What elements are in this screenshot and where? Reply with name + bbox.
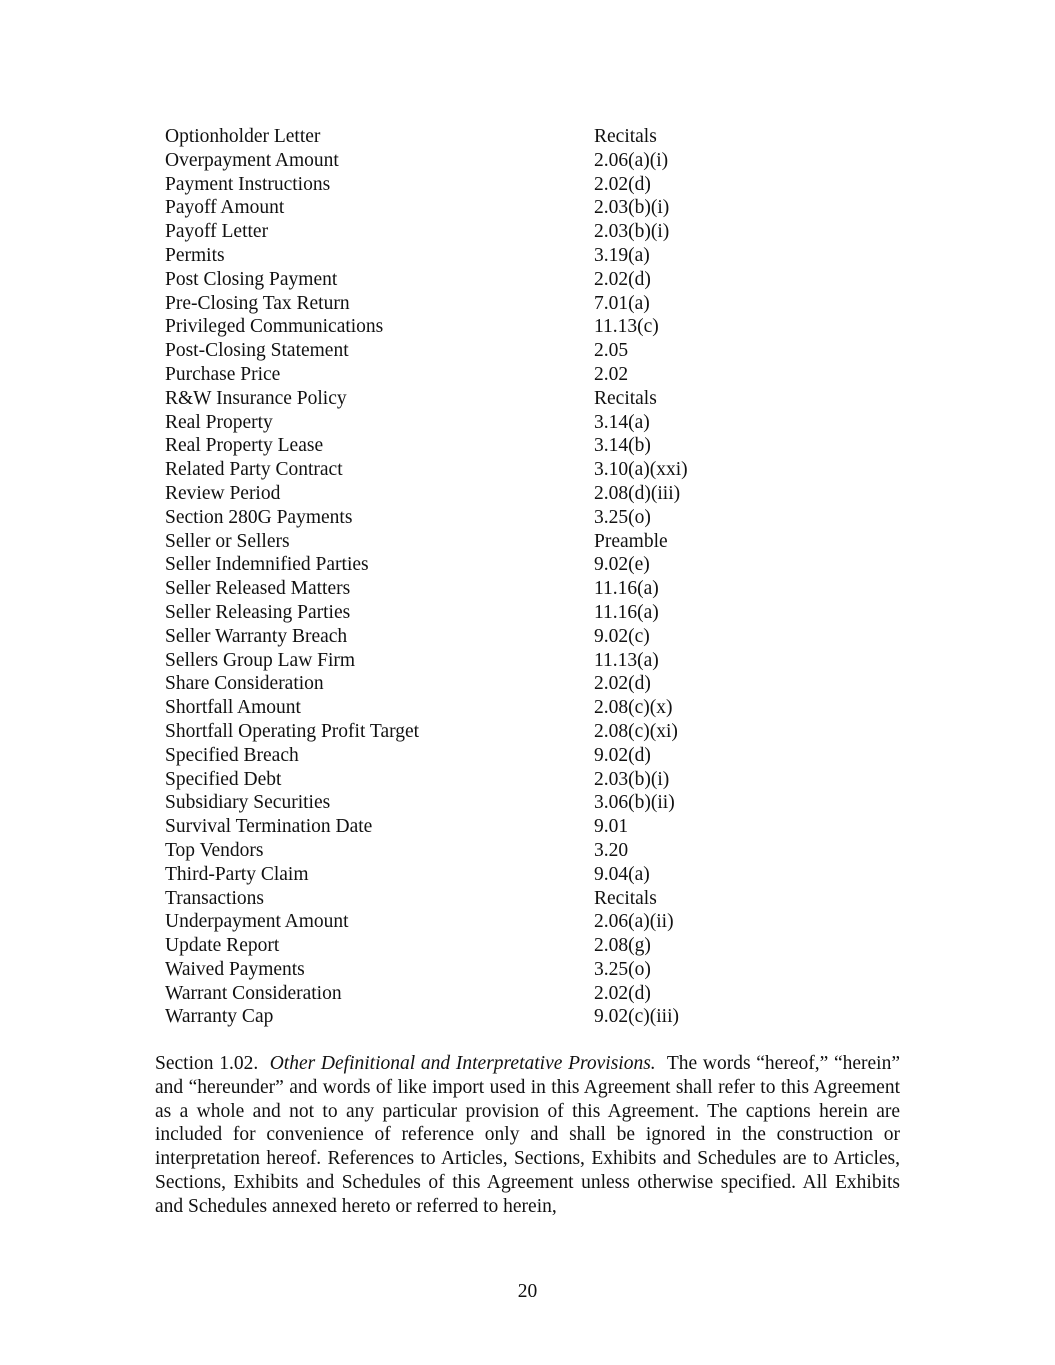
index-row	[165, 625, 865, 649]
index-row	[165, 363, 865, 387]
defined-term: Seller Releasing Parties	[165, 601, 351, 623]
defined-term: Section 280G Payments	[165, 506, 353, 528]
section-reference: 9.02(e)	[594, 554, 650, 576]
defined-term: Specified Debt	[165, 768, 282, 790]
index-row	[165, 696, 865, 720]
index-row	[165, 339, 865, 363]
defined-term: Subsidiary Securities	[165, 792, 331, 814]
index-row	[165, 649, 865, 673]
defined-term: Seller Released Matters	[165, 578, 351, 600]
section-reference: 2.08(g)	[594, 935, 651, 957]
section-heading: Other Definitional and Interpretative Provisions.	[269, 1053, 656, 1074]
defined-term: Seller Indemnified Parties	[165, 554, 369, 576]
index-row	[165, 292, 865, 316]
defined-term: Specified Breach	[165, 744, 299, 766]
section-number: Section 1.02.	[155, 1053, 259, 1074]
section-reference: 3.25(o)	[594, 506, 651, 528]
defined-term: Real Property	[165, 411, 273, 433]
defined-term: Payment Instructions	[165, 173, 331, 195]
defined-term: Warranty Cap	[165, 1006, 274, 1028]
section-reference: 2.03(b)(i)	[594, 221, 670, 243]
defined-term: Purchase Price	[165, 363, 281, 385]
index-row	[165, 315, 865, 339]
section-reference: Preamble	[594, 530, 668, 552]
index-row	[165, 839, 865, 863]
defined-term: Optionholder Letter	[165, 126, 321, 147]
defined-term: Underpayment Amount	[165, 911, 349, 933]
section-reference: 3.25(o)	[594, 958, 651, 980]
index-row	[165, 934, 865, 958]
index-row	[165, 196, 865, 220]
index-row	[165, 791, 865, 815]
defined-term: Share Consideration	[165, 673, 324, 695]
section-reference: 3.19(a)	[594, 244, 650, 266]
section-reference: 3.10(a)(xxi)	[594, 459, 688, 481]
section-reference: 3.20	[594, 839, 629, 861]
defined-term: Transactions	[165, 887, 264, 909]
index-row	[165, 482, 865, 506]
index-row	[165, 553, 865, 577]
defined-term: Warrant Consideration	[165, 982, 342, 1004]
section-reference: 11.16(a)	[594, 578, 659, 600]
index-row	[165, 910, 865, 934]
index-row	[165, 244, 865, 268]
section-reference: 2.06(a)(i)	[594, 149, 669, 171]
index-row	[165, 506, 865, 530]
section-reference: 2.05	[594, 340, 629, 362]
defined-term: Privileged Communications	[165, 316, 384, 338]
defined-term: Overpayment Amount	[165, 149, 339, 171]
defined-term: Related Party Contract	[165, 459, 343, 481]
defined-term: Survival Termination Date	[165, 816, 373, 838]
defined-term: Payoff Amount	[165, 197, 285, 219]
index-row	[165, 744, 865, 768]
index-row	[165, 887, 865, 911]
defined-term: Pre-Closing Tax Return	[165, 292, 350, 314]
section-reference: 2.02	[594, 363, 629, 385]
index-row	[165, 173, 865, 197]
section-reference: 2.08(c)(xi)	[594, 720, 678, 742]
defined-term: Shortfall Operating Profit Target	[165, 720, 420, 742]
defined-term: Review Period	[165, 482, 281, 504]
section-reference: 3.14(a)	[594, 411, 650, 433]
defined-term: Seller Warranty Breach	[165, 625, 348, 647]
defined-term: Seller or Sellers	[165, 530, 290, 552]
index-row	[165, 149, 865, 173]
section-reference: 11.16(a)	[594, 601, 659, 623]
section-reference: 2.02(d)	[594, 673, 651, 695]
section-reference: 2.08(d)(iii)	[594, 482, 681, 504]
page-number: 20	[517, 1281, 538, 1302]
index-row	[165, 720, 865, 744]
index-row	[165, 220, 865, 244]
defined-term: Permits	[165, 244, 225, 266]
index-row	[165, 958, 865, 982]
defined-term: Third-Party Claim	[165, 863, 309, 885]
index-row	[165, 672, 865, 696]
index-row	[165, 1005, 865, 1029]
index-row	[165, 577, 865, 601]
section-reference: 2.03(b)(i)	[594, 197, 670, 219]
section-reference: 9.04(a)	[594, 863, 650, 885]
section-reference: 9.01	[594, 816, 629, 838]
index-row	[165, 411, 865, 435]
section-1-02-paragraph	[155, 1052, 900, 1219]
section-reference: Recitals	[594, 887, 657, 909]
index-row	[165, 125, 865, 149]
section-reference: 9.02(c)(iii)	[594, 1006, 680, 1028]
section-reference: 7.01(a)	[594, 292, 650, 314]
section-reference: 3.14(b)	[594, 435, 651, 457]
defined-term: Update Report	[165, 935, 280, 957]
defined-term: R&W Insurance Policy	[165, 387, 347, 409]
section-reference: 2.02(d)	[594, 268, 651, 290]
section-reference: 2.03(b)(i)	[594, 768, 670, 790]
section-reference: Recitals	[594, 126, 657, 147]
index-row	[165, 601, 865, 625]
section-reference: 11.13(c)	[594, 316, 659, 338]
defined-term: Top Vendors	[165, 839, 264, 861]
defined-term: Post Closing Payment	[165, 268, 338, 290]
index-row	[165, 268, 865, 292]
section-reference: 2.08(c)(x)	[594, 697, 673, 719]
index-row	[165, 530, 865, 554]
section-reference: 2.02(d)	[594, 982, 651, 1004]
index-row	[165, 982, 865, 1006]
section-reference: Recitals	[594, 387, 657, 409]
section-reference: 2.06(a)(ii)	[594, 911, 674, 933]
section-reference: 2.02(d)	[594, 173, 651, 195]
section-reference: 9.02(d)	[594, 744, 651, 766]
defined-term: Shortfall Amount	[165, 697, 301, 719]
defined-term: Post-Closing Statement	[165, 340, 349, 362]
index-row	[165, 768, 865, 792]
index-row	[165, 863, 865, 887]
section-reference: 9.02(c)	[594, 625, 650, 647]
section-reference: 11.13(a)	[594, 649, 659, 671]
section-body: The words “hereof,” “herein” and “hereunder” and words of like import used in this Agreement shall refer to this Agreement as a whole and not to any particular provision of this Agreement. The captions herein are included for convenience of reference only and shall be ignored in the construction or interpretation hereof. References to Articles, Sections, Exhibits and Schedules are to Articles, Sections, Exhibits and Schedules of this Agreement unless otherwise specified. All Exhibits and Schedules annexed hereto or referred to herein,	[155, 1053, 901, 1217]
section-reference: 3.06(b)(ii)	[594, 792, 675, 814]
definitions-index-table	[165, 125, 865, 1029]
index-row	[165, 815, 865, 839]
index-row	[165, 434, 865, 458]
defined-term: Waived Payments	[165, 958, 305, 980]
defined-term: Payoff Letter	[165, 221, 269, 243]
defined-term: Sellers Group Law Firm	[165, 649, 356, 671]
defined-term: Real Property Lease	[165, 435, 324, 457]
index-row	[165, 458, 865, 482]
index-row	[165, 387, 865, 411]
